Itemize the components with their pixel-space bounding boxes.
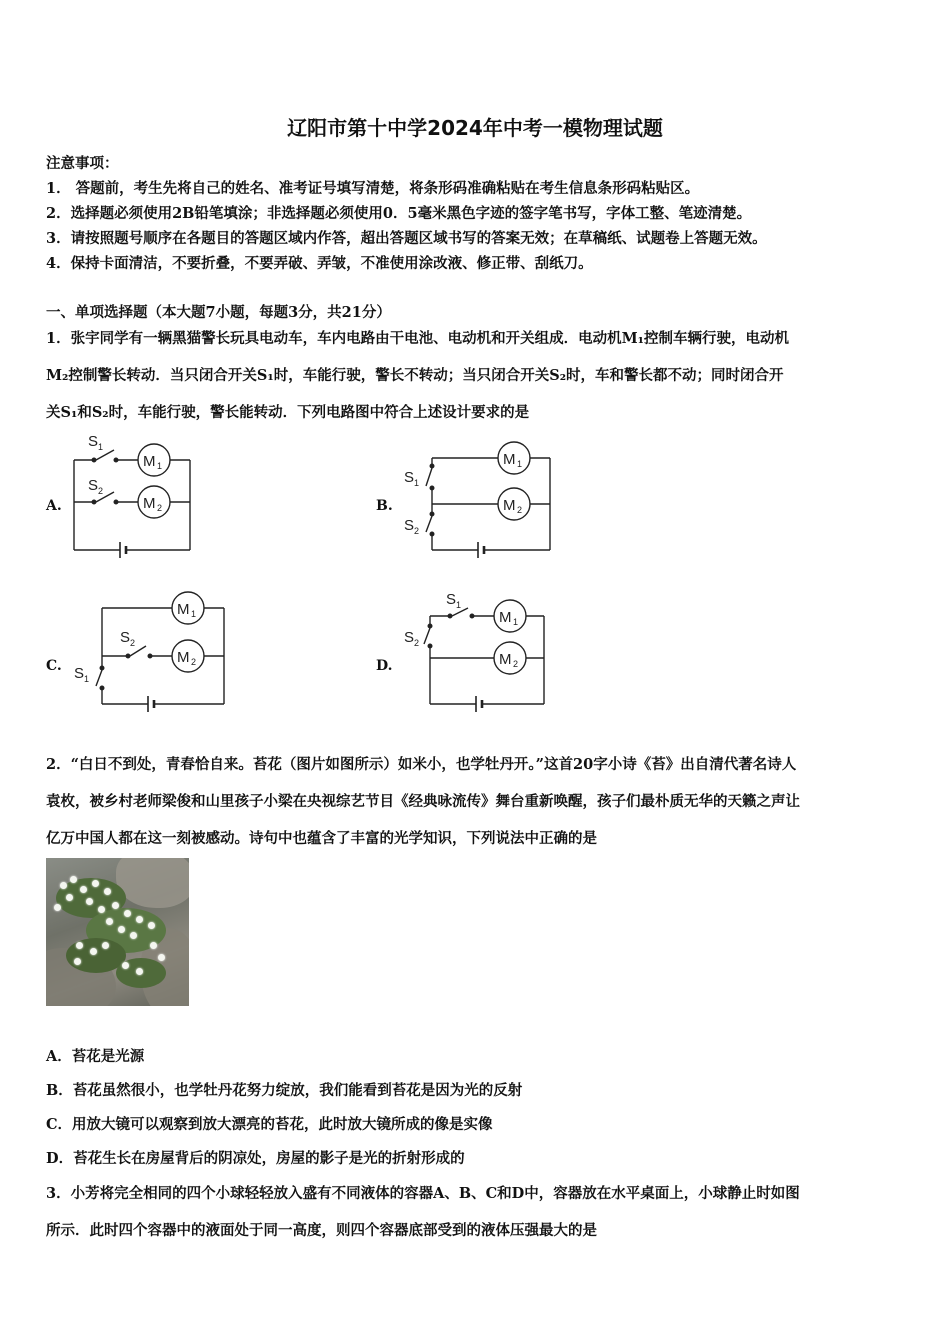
q2-option-a[interactable]: A．苔花是光源 (46, 1048, 145, 1065)
svg-text:M: M (503, 451, 516, 468)
svg-text:S: S (74, 665, 85, 682)
q2-option-c[interactable]: C．用放大镜可以观察到放大漂亮的苔花，此时放大镜所成的像是实像 (46, 1116, 493, 1133)
notice-item-2: 2．选择题必须使用2B铅笔填涂；非选择题必须使用0．5毫米黑色字迹的签字笔书写，字体工整、笔迹清楚。 (46, 205, 752, 222)
q2-line-3: 亿万中国人都在这一刻被感动。诗句中也蕴含了丰富的光学知识，下列说法中正确的是 (46, 830, 597, 847)
switch-s1-label: S (88, 433, 99, 450)
svg-text:1: 1 (517, 459, 523, 469)
circuit-diagram-d (400, 588, 555, 713)
svg-text:S: S (120, 629, 131, 646)
svg-text:S: S (446, 591, 457, 608)
svg-text:2: 2 (414, 526, 420, 536)
section-heading: 一、单项选择题（本大题7小题，每题3分，共21分） (46, 304, 391, 321)
moss-flower-photo (46, 858, 189, 1006)
svg-text:1: 1 (157, 461, 163, 471)
motor-m2-label: M (143, 495, 156, 512)
notice-item-1: 1． 答题前，考生先将自己的姓名、准考证号填写清楚，将条形码准确粘贴在考生信息条形码粘贴区。 (46, 180, 700, 197)
svg-text:2: 2 (517, 505, 523, 515)
circuit-diagram-b (400, 440, 560, 558)
svg-text:2: 2 (157, 503, 163, 513)
notice-item-3: 3．请按照题号顺序在各题目的答题区域内作答，超出答题区域书写的答案无效；在草稿纸、试题卷上答题无效。 (46, 230, 767, 247)
svg-text:M: M (499, 651, 512, 668)
q1-option-b-label[interactable]: B. (376, 498, 393, 514)
svg-text:2: 2 (191, 657, 197, 667)
svg-text:M: M (503, 497, 516, 514)
motor-m1-label: M (143, 453, 156, 470)
notice-heading: 注意事项： (46, 155, 119, 172)
svg-text:M: M (177, 649, 190, 666)
circuit-diagram-c (70, 590, 235, 715)
svg-text:2: 2 (513, 659, 519, 669)
q3-line-1: 3．小芳将完全相同的四个小球轻轻放入盛有不同液体的容器A、B、C和D中，容器放在水平桌面上，小球静止时如图 (46, 1185, 800, 1202)
svg-text:1: 1 (456, 600, 462, 610)
q1-line-2: M₂控制警长转动．当只闭合开关S₁时，车能行驶，警长不转动；当只闭合开关S₂时，车和警长都不动；同时闭合开 (46, 367, 784, 384)
svg-text:2: 2 (130, 638, 136, 648)
svg-text:1: 1 (84, 674, 90, 684)
page-title: 辽阳市第十中学2024年中考一模物理试题 (287, 116, 663, 140)
svg-text:1: 1 (513, 617, 519, 627)
svg-text:2: 2 (414, 638, 420, 648)
svg-text:S: S (404, 469, 415, 486)
svg-text:S: S (404, 517, 415, 534)
q1-option-a-label[interactable]: A. (46, 498, 62, 514)
q2-option-b[interactable]: B．苔花虽然很小，也学牡丹花努力绽放，我们能看到苔花是因为光的反射 (46, 1082, 523, 1099)
svg-text:2: 2 (98, 486, 104, 496)
q1-line-3: 关S₁和S₂时，车能行驶，警长能转动．下列电路图中符合上述设计要求的是 (46, 404, 530, 421)
q1-option-d-label[interactable]: D. (376, 658, 393, 674)
switch-s2-label: S (88, 477, 99, 494)
svg-text:M: M (177, 601, 190, 618)
q3-line-2: 所示．此时四个容器中的液面处于同一高度，则四个容器底部受到的液体压强最大的是 (46, 1222, 597, 1239)
svg-text:M: M (499, 609, 512, 626)
q1-option-c-label[interactable]: C. (46, 658, 62, 674)
q2-line-1: 2．“白日不到处，青春恰自来。苔花（图片如图所示）如米小，也学牡丹开。”这首20字小诗《苔》出自清代著名诗人 (46, 756, 797, 773)
svg-text:1: 1 (191, 609, 197, 619)
q1-line-1: 1．张宇同学有一辆黑猫警长玩具电动车，车内电路由干电池、电动机和开关组成．电动机M₁控制车辆行驶，电动机 (46, 330, 789, 347)
svg-text:1: 1 (414, 478, 420, 488)
svg-text:1: 1 (98, 442, 104, 452)
svg-text:S: S (404, 629, 415, 646)
q2-option-d[interactable]: D．苔花生长在房屋背后的阴凉处，房屋的影子是光的折射形成的 (46, 1150, 465, 1167)
notice-item-4: 4．保持卡面清洁，不要折叠，不要弄破、弄皱，不准使用涂改液、修正带、刮纸刀。 (46, 255, 593, 272)
circuit-diagram-a (70, 428, 200, 556)
q2-line-2: 袁枚，被乡村老师梁俊和山里孩子小梁在央视综艺节目《经典咏流传》舞台重新唤醒，孩子们最朴质无华的天籁之声让 (46, 793, 800, 810)
